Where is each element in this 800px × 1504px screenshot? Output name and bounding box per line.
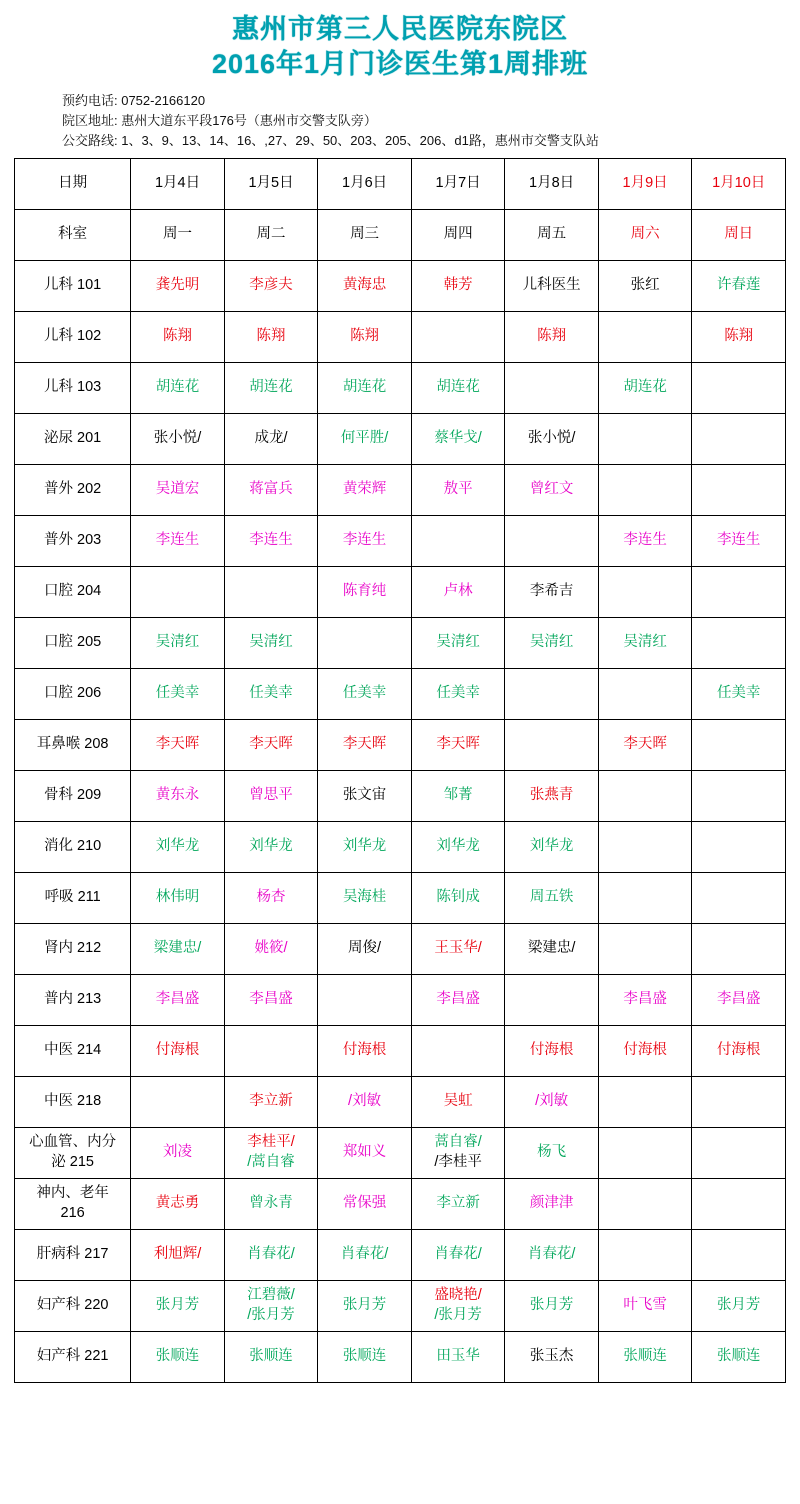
doctor-cell: /刘敏 xyxy=(505,1076,599,1127)
table-row xyxy=(15,515,786,566)
doctor-cell: 付海根 xyxy=(598,1025,692,1076)
department-cell: 泌尿 201 xyxy=(15,413,131,464)
doctor-cell: 江碧薇/ /张月芳 xyxy=(224,1280,318,1331)
table-row xyxy=(15,1280,786,1331)
doctor-cell xyxy=(598,1076,692,1127)
doctor-cell: 黄海忠 xyxy=(318,260,412,311)
doctor-cell: 肖春花/ xyxy=(505,1229,599,1280)
department-cell: 妇产科 220 xyxy=(15,1280,131,1331)
doctor-cell: 姚筱/ xyxy=(224,923,318,974)
department-cell: 肾内 212 xyxy=(15,923,131,974)
table-row xyxy=(15,974,786,1025)
department-cell: 心血管、内分 泌 215 xyxy=(15,1127,131,1178)
doctor-cell: 李连生 xyxy=(224,515,318,566)
doctor-cell: 李彦夫 xyxy=(224,260,318,311)
table-row xyxy=(15,566,786,617)
bus-route-line: 公交路线: 1、3、9、13、14、16、,27、29、50、203、205、206、d1路，惠州市交警支队站 xyxy=(62,133,599,149)
doctor-cell: 曾永青 xyxy=(224,1178,318,1229)
page-title xyxy=(0,0,800,81)
doctor-cell: 胡连花 xyxy=(411,362,505,413)
doctor-cell: 张月芳 xyxy=(505,1280,599,1331)
doctor-cell: 李天晖 xyxy=(318,719,412,770)
doctor-cell xyxy=(692,464,786,515)
doctor-cell: 李天晖 xyxy=(598,719,692,770)
doctor-cell: 李昌盛 xyxy=(598,974,692,1025)
doctor-cell: 儿科医生 xyxy=(505,260,599,311)
doctor-cell xyxy=(692,1178,786,1229)
doctor-cell: 杨飞 xyxy=(505,1127,599,1178)
doctor-cell: 任美幸 xyxy=(131,668,225,719)
doctor-cell xyxy=(505,974,599,1025)
department-cell: 口腔 205 xyxy=(15,617,131,668)
doctor-cell: 陈钊成 xyxy=(411,872,505,923)
doctor-cell: 李连生 xyxy=(131,515,225,566)
doctor-cell xyxy=(692,1229,786,1280)
doctor-cell: 胡连花 xyxy=(131,362,225,413)
contact-info xyxy=(62,91,800,151)
address-line: 院区地址: 惠州大道东平段176号（惠州市交警支队旁） xyxy=(62,113,377,129)
header-date-row-cell: 1月6日 xyxy=(318,158,412,209)
table-row xyxy=(15,1178,786,1229)
doctor-cell: /刘敏 xyxy=(318,1076,412,1127)
doctor-cell xyxy=(131,566,225,617)
department-cell: 儿科 103 xyxy=(15,362,131,413)
doctor-cell xyxy=(598,1127,692,1178)
title-line-1: 惠州市第三人民医院东院区 xyxy=(232,14,568,44)
table-row xyxy=(15,617,786,668)
doctor-cell: 梁建忠/ xyxy=(505,923,599,974)
doctor-cell: 李天晖 xyxy=(224,719,318,770)
header-date-row-cell: 1月7日 xyxy=(411,158,505,209)
doctor-cell: 肖春花/ xyxy=(318,1229,412,1280)
doctor-cell: 杨杏 xyxy=(224,872,318,923)
doctor-cell: 颜津津 xyxy=(505,1178,599,1229)
doctor-cell: 刘华龙 xyxy=(224,821,318,872)
doctor-cell xyxy=(505,515,599,566)
doctor-cell: 肖春花/ xyxy=(411,1229,505,1280)
doctor-cell: 邹菁 xyxy=(411,770,505,821)
doctor-cell: 吴清红 xyxy=(598,617,692,668)
doctor-cell: 张文宙 xyxy=(318,770,412,821)
department-cell: 妇产科 221 xyxy=(15,1331,131,1382)
doctor-cell xyxy=(692,362,786,413)
doctor-cell xyxy=(318,974,412,1025)
doctor-cell xyxy=(411,515,505,566)
schedule-table-body xyxy=(15,158,786,1382)
doctor-cell: 胡连花 xyxy=(598,362,692,413)
doctor-cell: 刘华龙 xyxy=(131,821,225,872)
doctor-cell: 王玉华/ xyxy=(411,923,505,974)
doctor-cell: 周五铁 xyxy=(505,872,599,923)
doctor-cell: 陈翔 xyxy=(224,311,318,362)
table-row xyxy=(15,770,786,821)
doctor-cell: 黄东永 xyxy=(131,770,225,821)
header-weekday-row-cell: 周五 xyxy=(505,209,599,260)
doctor-cell xyxy=(692,1076,786,1127)
doctor-cell: 任美幸 xyxy=(224,668,318,719)
doctor-cell: 张顺连 xyxy=(224,1331,318,1382)
doctor-cell xyxy=(505,668,599,719)
doctor-cell xyxy=(598,668,692,719)
doctor-cell: 张红 xyxy=(598,260,692,311)
doctor-cell xyxy=(505,719,599,770)
header-date-row-cell: 1月9日 xyxy=(598,158,692,209)
title-line-2: 2016年1月门诊医生第1周排班 xyxy=(211,48,589,79)
doctor-cell: 蒋富兵 xyxy=(224,464,318,515)
doctor-cell: 曾红文 xyxy=(505,464,599,515)
table-row xyxy=(15,1025,786,1076)
doctor-cell: 李连生 xyxy=(692,515,786,566)
department-cell: 呼吸 211 xyxy=(15,872,131,923)
doctor-cell: 常保强 xyxy=(318,1178,412,1229)
table-row xyxy=(15,1331,786,1382)
doctor-cell: 敖平 xyxy=(411,464,505,515)
doctor-cell: 林伟明 xyxy=(131,872,225,923)
table-row xyxy=(15,668,786,719)
department-cell: 骨科 209 xyxy=(15,770,131,821)
header-date-row-cell: 1月8日 xyxy=(505,158,599,209)
doctor-cell: 许春莲 xyxy=(692,260,786,311)
department-cell: 口腔 206 xyxy=(15,668,131,719)
doctor-cell: 李连生 xyxy=(598,515,692,566)
table-row xyxy=(15,719,786,770)
table-row xyxy=(15,362,786,413)
doctor-cell xyxy=(598,872,692,923)
table-row xyxy=(15,311,786,362)
doctor-cell: 付海根 xyxy=(692,1025,786,1076)
doctor-cell: 李昌盛 xyxy=(224,974,318,1025)
header-date-row-cell: 日期 xyxy=(15,158,131,209)
doctor-cell: 李昌盛 xyxy=(692,974,786,1025)
doctor-cell: 郑如义 xyxy=(318,1127,412,1178)
doctor-cell: 吴虹 xyxy=(411,1076,505,1127)
table-row xyxy=(15,1229,786,1280)
doctor-cell: 张燕青 xyxy=(505,770,599,821)
doctor-cell: 吴清红 xyxy=(505,617,599,668)
doctor-cell xyxy=(692,719,786,770)
header-date-row-cell: 1月10日 xyxy=(692,158,786,209)
department-cell: 耳鼻喉 208 xyxy=(15,719,131,770)
doctor-cell xyxy=(505,362,599,413)
doctor-cell: 张顺连 xyxy=(692,1331,786,1382)
doctor-cell: 刘华龙 xyxy=(411,821,505,872)
doctor-cell xyxy=(318,617,412,668)
doctor-cell: 李天晖 xyxy=(131,719,225,770)
header-weekday-row-cell: 周二 xyxy=(224,209,318,260)
header-weekday-row-cell: 周四 xyxy=(411,209,505,260)
doctor-cell xyxy=(692,821,786,872)
doctor-cell: 梁建忠/ xyxy=(131,923,225,974)
doctor-cell: 吴清红 xyxy=(224,617,318,668)
doctor-cell: 周俊/ xyxy=(318,923,412,974)
doctor-cell: 卢林 xyxy=(411,566,505,617)
doctor-cell: 刘凌 xyxy=(131,1127,225,1178)
phone-line: 预约电话: 0752-2166120 xyxy=(62,93,206,109)
doctor-cell: 吴道宏 xyxy=(131,464,225,515)
department-cell: 肝病科 217 xyxy=(15,1229,131,1280)
table-row xyxy=(15,923,786,974)
department-cell: 口腔 204 xyxy=(15,566,131,617)
doctor-cell: 陈育纯 xyxy=(318,566,412,617)
department-cell: 普外 202 xyxy=(15,464,131,515)
doctor-cell xyxy=(598,923,692,974)
department-cell: 中医 218 xyxy=(15,1076,131,1127)
doctor-cell: 李昌盛 xyxy=(411,974,505,1025)
doctor-cell: 李希吉 xyxy=(505,566,599,617)
schedule-table xyxy=(14,158,786,1383)
doctor-cell: 吴清红 xyxy=(131,617,225,668)
doctor-cell: 李立新 xyxy=(224,1076,318,1127)
header-weekday-row-cell: 周六 xyxy=(598,209,692,260)
department-cell: 普外 203 xyxy=(15,515,131,566)
doctor-cell: 张月芳 xyxy=(131,1280,225,1331)
doctor-cell: 利旭辉/ xyxy=(131,1229,225,1280)
doctor-cell: 陈翔 xyxy=(131,311,225,362)
doctor-cell xyxy=(692,413,786,464)
doctor-cell xyxy=(692,872,786,923)
doctor-cell: 李立新 xyxy=(411,1178,505,1229)
doctor-cell: 盛晓艳/ /张月芳 xyxy=(411,1280,505,1331)
doctor-cell xyxy=(224,566,318,617)
doctor-cell: 李昌盛 xyxy=(131,974,225,1025)
doctor-cell xyxy=(598,770,692,821)
doctor-cell xyxy=(692,617,786,668)
header-weekday-row-cell: 周三 xyxy=(318,209,412,260)
doctor-cell: 付海根 xyxy=(318,1025,412,1076)
doctor-cell: 张玉杰 xyxy=(505,1331,599,1382)
header-weekday-row-cell: 周一 xyxy=(131,209,225,260)
doctor-cell: 龚先明 xyxy=(131,260,225,311)
header-weekday-row-cell: 科室 xyxy=(15,209,131,260)
doctor-cell xyxy=(131,1076,225,1127)
doctor-cell: 黄荣辉 xyxy=(318,464,412,515)
doctor-cell: 韩芳 xyxy=(411,260,505,311)
doctor-cell: 张月芳 xyxy=(318,1280,412,1331)
table-row xyxy=(15,464,786,515)
doctor-cell xyxy=(692,566,786,617)
table-row xyxy=(15,872,786,923)
doctor-cell: 成龙/ xyxy=(224,413,318,464)
doctor-cell xyxy=(598,1178,692,1229)
doctor-cell: 何平胜/ xyxy=(318,413,412,464)
table-row xyxy=(15,260,786,311)
doctor-cell xyxy=(598,566,692,617)
header-weekday-row-cell: 周日 xyxy=(692,209,786,260)
doctor-cell: 李天晖 xyxy=(411,719,505,770)
doctor-cell xyxy=(411,1025,505,1076)
doctor-cell: 吴清红 xyxy=(411,617,505,668)
doctor-cell xyxy=(692,770,786,821)
doctor-cell: 陈翔 xyxy=(505,311,599,362)
doctor-cell xyxy=(692,923,786,974)
table-row xyxy=(15,821,786,872)
header-date-row xyxy=(15,158,786,209)
doctor-cell: 张月芳 xyxy=(692,1280,786,1331)
table-row xyxy=(15,413,786,464)
doctor-cell: 田玉华 xyxy=(411,1331,505,1382)
department-cell: 普内 213 xyxy=(15,974,131,1025)
doctor-cell: 任美幸 xyxy=(411,668,505,719)
department-cell: 儿科 102 xyxy=(15,311,131,362)
doctor-cell: 李桂平/ /蒿自睿 xyxy=(224,1127,318,1178)
doctor-cell: 张小悦/ xyxy=(505,413,599,464)
doctor-cell: 叶飞雪 xyxy=(598,1280,692,1331)
doctor-cell: 张顺连 xyxy=(131,1331,225,1382)
doctor-cell: 陈翔 xyxy=(318,311,412,362)
department-cell: 消化 210 xyxy=(15,821,131,872)
doctor-cell: 黄志勇 xyxy=(131,1178,225,1229)
doctor-cell: 付海根 xyxy=(505,1025,599,1076)
doctor-cell: 蔡华戈/ xyxy=(411,413,505,464)
doctor-cell: 付海根 xyxy=(131,1025,225,1076)
department-cell: 中医 214 xyxy=(15,1025,131,1076)
doctor-cell: 任美幸 xyxy=(692,668,786,719)
doctor-cell xyxy=(598,821,692,872)
header-date-row-cell: 1月4日 xyxy=(131,158,225,209)
doctor-cell xyxy=(598,464,692,515)
doctor-cell: 曾思平 xyxy=(224,770,318,821)
department-cell: 儿科 101 xyxy=(15,260,131,311)
doctor-cell: 张顺连 xyxy=(598,1331,692,1382)
doctor-cell: 李连生 xyxy=(318,515,412,566)
table-row xyxy=(15,1076,786,1127)
doctor-cell: 胡连花 xyxy=(224,362,318,413)
doctor-cell xyxy=(224,1025,318,1076)
doctor-cell: 刘华龙 xyxy=(318,821,412,872)
doctor-cell: 刘华龙 xyxy=(505,821,599,872)
header-weekday-row xyxy=(15,209,786,260)
doctor-cell: 蒿自睿/ /李桂平 xyxy=(411,1127,505,1178)
doctor-cell xyxy=(411,311,505,362)
doctor-cell xyxy=(598,1229,692,1280)
doctor-cell: 任美幸 xyxy=(318,668,412,719)
doctor-cell: 肖春花/ xyxy=(224,1229,318,1280)
table-row xyxy=(15,1127,786,1178)
doctor-cell: 张顺连 xyxy=(318,1331,412,1382)
doctor-cell xyxy=(598,311,692,362)
doctor-cell: 吴海桂 xyxy=(318,872,412,923)
doctor-cell: 胡连花 xyxy=(318,362,412,413)
header-date-row-cell: 1月5日 xyxy=(224,158,318,209)
doctor-cell: 张小悦/ xyxy=(131,413,225,464)
doctor-cell xyxy=(692,1127,786,1178)
doctor-cell: 陈翔 xyxy=(692,311,786,362)
doctor-cell xyxy=(598,413,692,464)
department-cell: 神内、老年 216 xyxy=(15,1178,131,1229)
